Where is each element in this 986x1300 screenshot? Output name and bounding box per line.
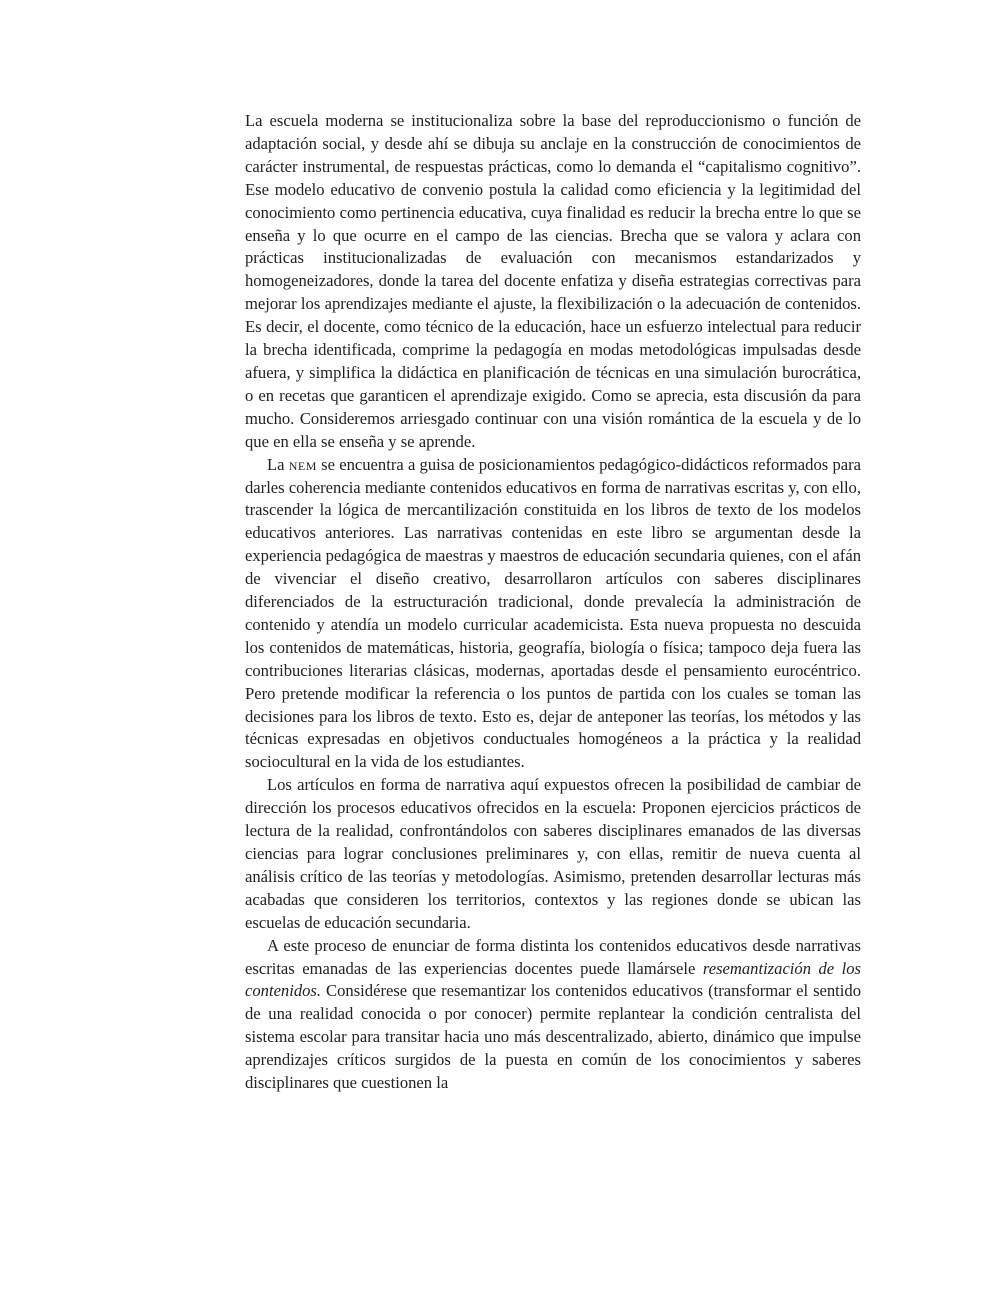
paragraph-2-text: se encuentra a guisa de posicionamientos pedagógico-didácticos reformados para darles coherencia mediante contenidos educativos en forma de narrativas escritas y, con ello, trascender la lógica de mercantilización constituida en los libros de texto de los modelos educativos anteriores. Las narrativas contenidas en este libro se argumentan desde la experiencia pedagógica de maestras y maestros de educación secundaria quienes, con el afán de vivenciar el diseño creativo, desarrollaron artículos con saberes disciplinares diferenciados de la estructuración tradicional, donde prevalecía la administración de contenido y atendía un modelo curricular academicista. Esta nueva propuesta no descuida los contenidos de matemáticas, historia, geografía, biología o física; tampoco deja fuera las contribuciones literarias clásicas, modernas, aportadas desde el pensamiento eurocéntrico. Pero pretende modificar la referencia o los puntos de partida con los cuales se toman las decisiones para los libros de texto. Esto es, dejar de anteponer las teorías, los métodos y las técnicas expresadas en objetivos conductuales homogéneos a la práctica y la realidad sociocultural en la vida de los estudiantes. <box>245 454 861 772</box>
paragraph-1 <box>245 110 861 454</box>
paragraph-4 <box>245 935 861 1095</box>
emphasis-term: resemantización de los contenidos. <box>245 958 861 1001</box>
paragraph-1-text: La escuela moderna se institucionaliza sobre la base del reproduccionismo o función de adaptación social, y desde ahí se dibuja su anclaje en la construcción de conocimientos de carácter instrumental, de respuestas prácticas, como lo demanda el “capitalismo cognitivo”. Ese modelo educativo de convenio postula la calidad como eficiencia y la legitimidad del conocimiento como pertinencia educativa, cuya finalidad es reducir la brecha entre lo que se enseña y lo que ocurre en el campo de las ciencias. Brecha que se valora y aclara con prácticas institucionalizadas de evaluación con mecanismos estandarizados y homogeneizadores, donde la tarea del docente enfatiza y diseña estrategias correctivas para mejorar los aprendizajes mediante el ajuste, la flexibilización o la adecuación de contenidos. Es decir, el docente, como técnico de la educación, hace un esfuerzo intelectual para reducir la brecha identificada, comprime la pedagogía en modas metodológicas impulsadas desde afuera, y simplifica la didáctica en planificación de técnicas en una simulación burocrática, o en recetas que garanticen el aprendizaje exigido. Como se aprecia, esta discusión da para mucho. Consideremos arriesgado continuar con una visión romántica de la escuela y de lo que en ella se enseña y se aprende. <box>245 111 861 451</box>
paragraph-4-text: Considérese que resemantizar los contenidos educativos (transformar el sentido de una realidad conocida o por conocer) permite replantear la condición centralista del sistema escolar para transitar hacia uno más descentralizado, abierto, dinámico que impulse aprendizajes críticos surgidos de la puesta en común de los conocimientos y saberes disciplinares que cuestionen la <box>245 981 861 1093</box>
nem-acronym: nem <box>288 454 317 474</box>
paragraph-3 <box>245 774 861 934</box>
paragraph-4-lead: A este proceso de enunciar de forma distinta los contenidos educativos desde narrativas escritas emanadas de las experiencias docentes puede llamársele <box>245 935 861 978</box>
paragraph-3-text: Los artículos en forma de narrativa aquí expuestos ofrecen la posibilidad de cambiar de dirección los procesos educativos ofrecidos en la escuela: Proponen ejercicios prácticos de lectura de la realidad, confrontándolos con saberes disciplinares emanados de las diversas ciencias para lograr conclusiones preliminares y, con ellas, remitir de nueva cuenta al análisis crítico de las teorías y metodologías. Asimismo, pretenden desarrollar lecturas más acabadas que consideren los territorios, contextos y las regiones donde se ubican las escuelas de educación secundaria. <box>245 775 861 932</box>
paragraph-2-lead: La <box>267 454 289 474</box>
paragraph-2 <box>245 454 861 775</box>
body-text <box>245 110 861 1095</box>
